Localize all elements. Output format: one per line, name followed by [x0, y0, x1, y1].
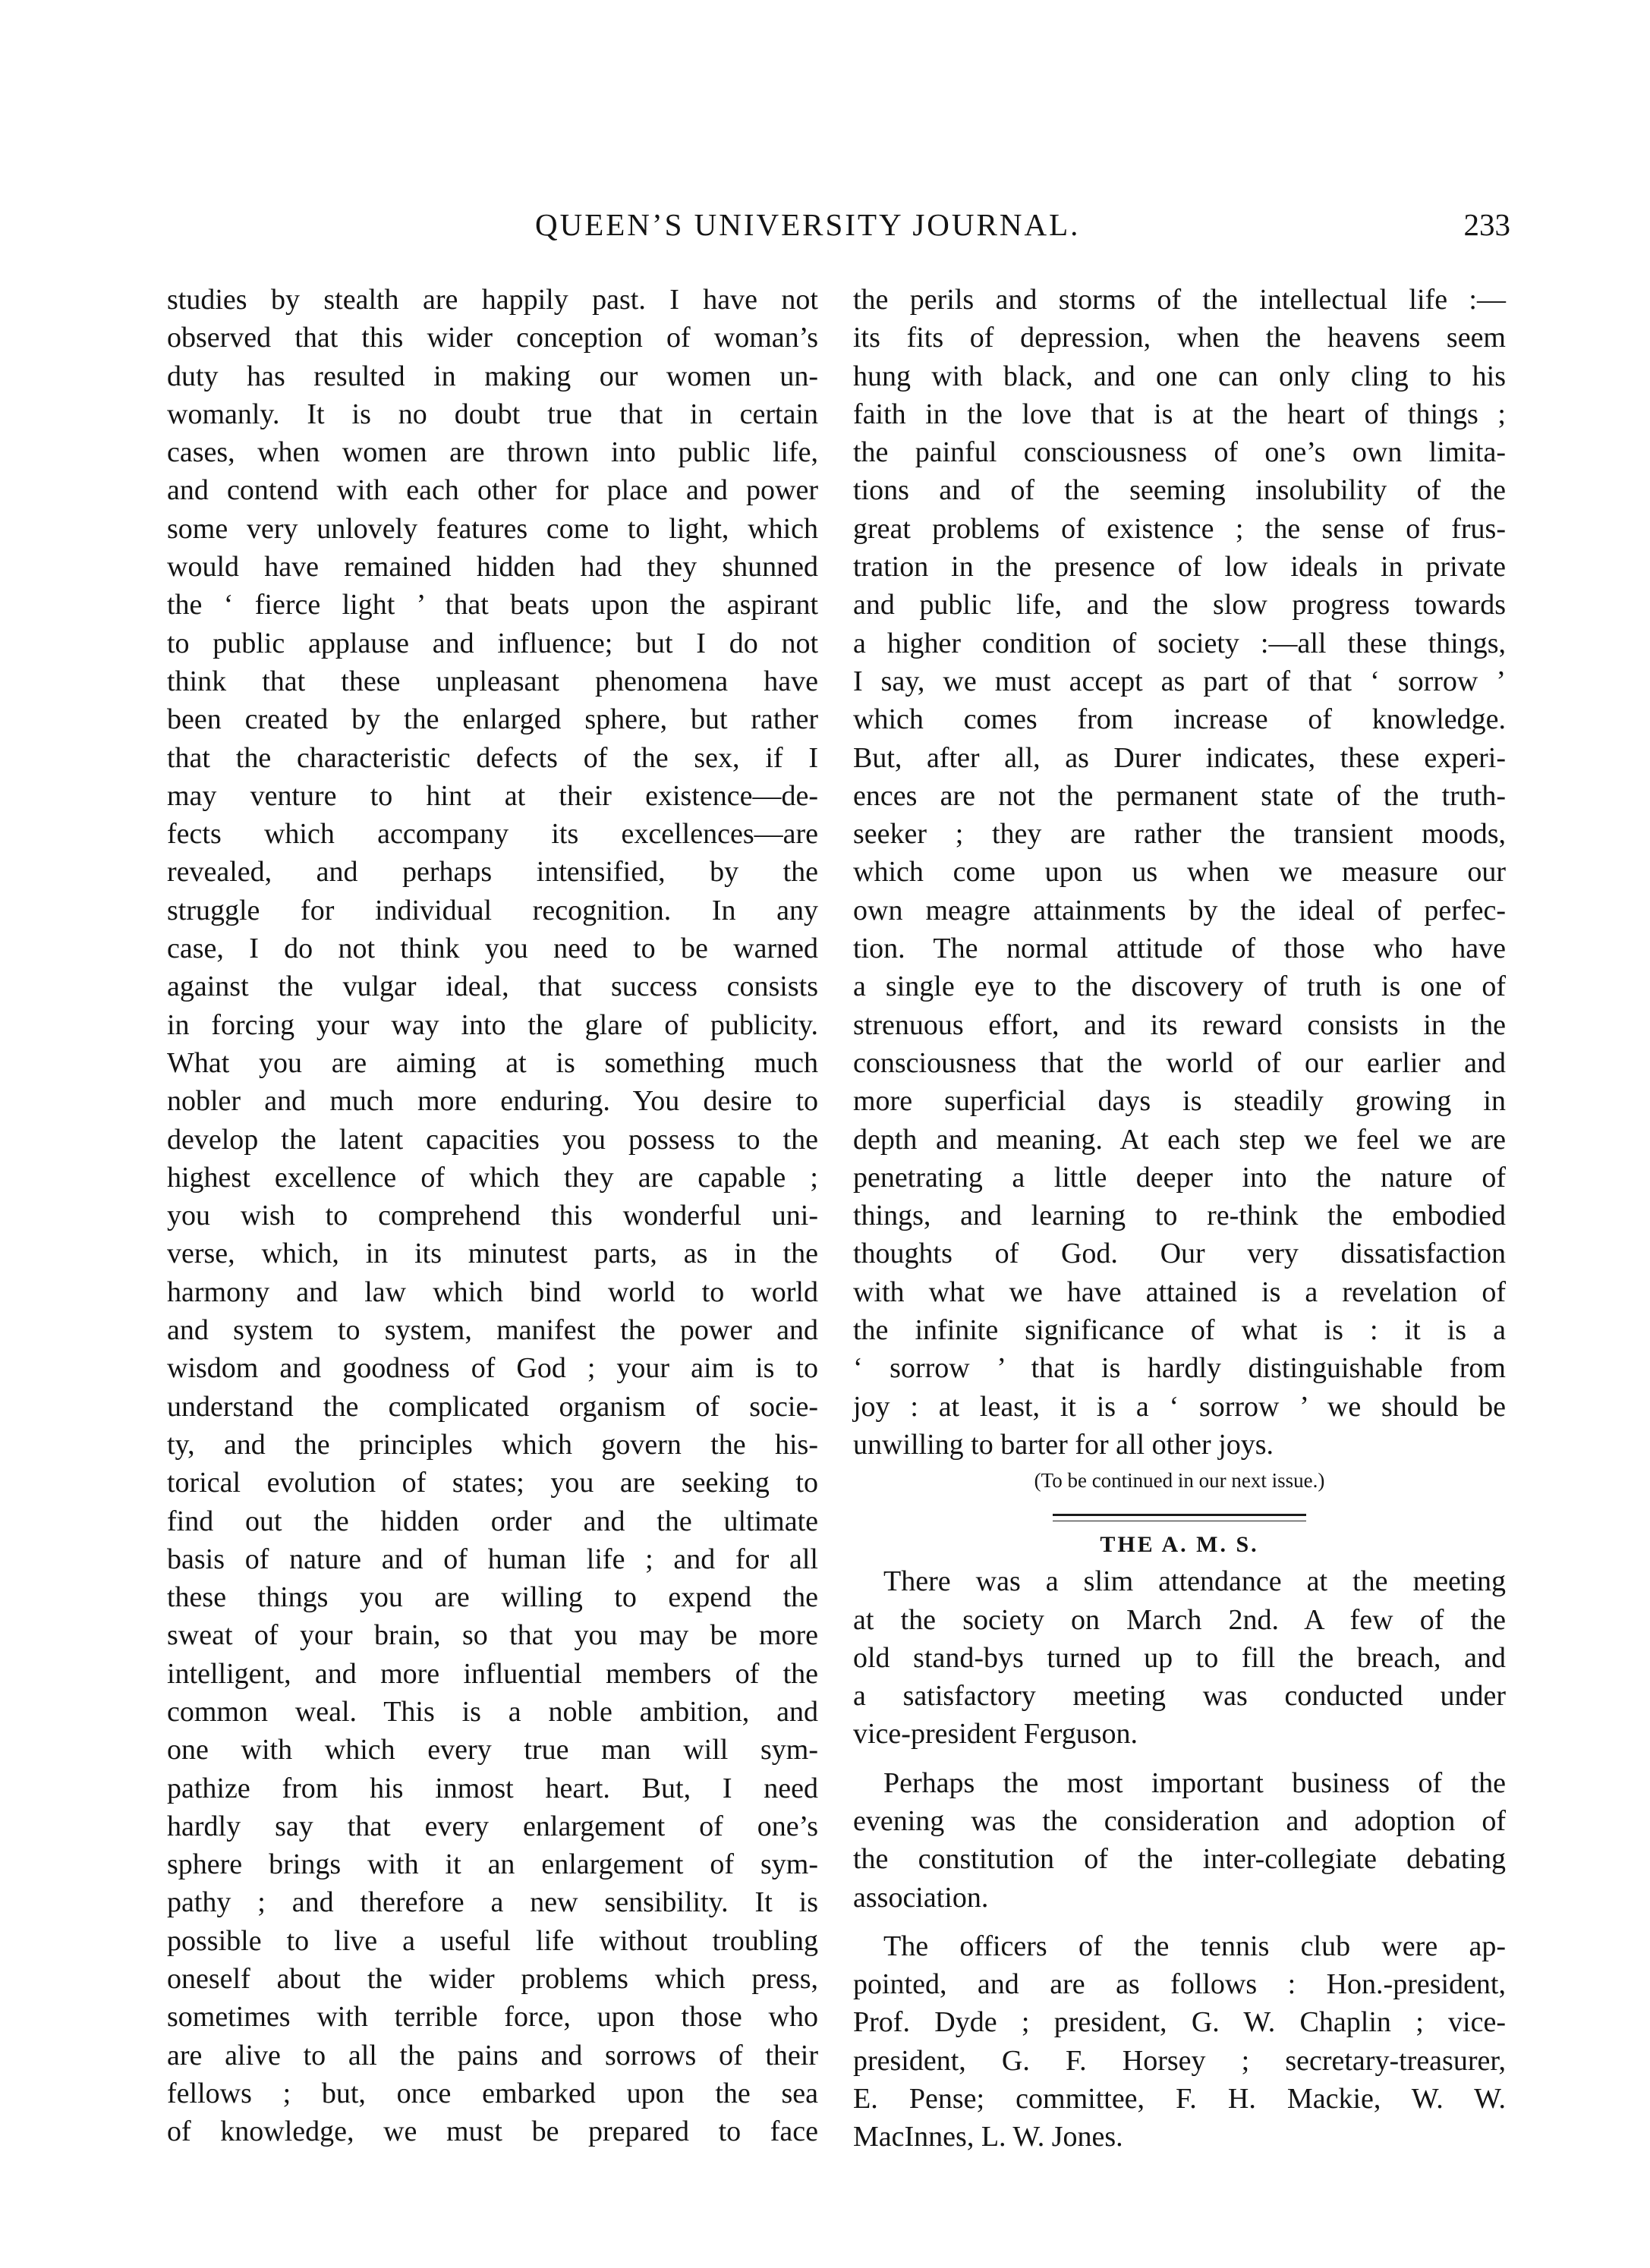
- text-line: case, I do not think you need to be warned: [167, 933, 818, 965]
- text-line: highest excellence of which they are capable ;: [167, 1161, 818, 1194]
- text-line: revealed, and perhaps intensified, by the: [167, 856, 818, 889]
- text-line: these things you are willing to expend the: [167, 1581, 818, 1614]
- text-line: which comes from increase of knowledge.: [853, 703, 1506, 736]
- page-number: 233: [1463, 207, 1510, 242]
- text-line: which come upon us when we measure our: [853, 856, 1506, 889]
- text-line: you wish to comprehend this wonderful uni-: [167, 1200, 818, 1232]
- text-line: the perils and storms of the intellectual life :—: [853, 284, 1506, 316]
- text-line: studies by stealth are happily past. I have not: [167, 284, 818, 316]
- text-line: vice-president Ferguson.: [853, 1718, 1138, 1751]
- text-line: strenuous effort, and its reward consists in the: [853, 1008, 1506, 1041]
- continued-note: (To be continued in our next issue.): [1034, 1469, 1325, 1493]
- text-line: some very unlovely features come to light, which: [167, 512, 818, 545]
- paragraph: [853, 1927, 1506, 2156]
- text-line: fects which accompany its excellences—are: [167, 818, 818, 851]
- text-line: duty has resulted in making our women un-: [167, 360, 818, 392]
- text-line: understand the complicated organism of socie-: [167, 1390, 818, 1423]
- paragraph: [853, 1764, 1506, 1917]
- text-line: to public applause and influence; but I do not: [167, 627, 818, 659]
- text-line: womanly. It is no doubt true that in certain: [167, 398, 818, 430]
- essay-continuation: [853, 281, 1506, 1464]
- text-line: Prof. Dyde ; president, G. W. Chaplin ; vice-: [853, 2006, 1506, 2039]
- text-line: that the characteristic defects of the sex, if I: [167, 741, 818, 774]
- text-line: cases, when women are thrown into public life,: [167, 436, 818, 469]
- text-line: penetrating a little deeper into the nature of: [853, 1161, 1506, 1194]
- paragraph-gap: [853, 1917, 1506, 1927]
- text-line: pathize from his inmost heart. But, I need: [167, 1772, 818, 1804]
- text-line: old stand-bys turned up to fill the breach, and: [853, 1641, 1506, 1674]
- text-line: association.: [853, 1881, 989, 1914]
- paragraph-gap: [853, 1754, 1506, 1764]
- text-line: in forcing your way into the glare of publicity.: [167, 1008, 818, 1041]
- text-line: sometimes with terrible force, upon those who: [167, 2001, 818, 2034]
- text-line: great problems of existence ; the sense of frus-: [853, 512, 1506, 545]
- text-line: and contend with each other for place and power: [167, 474, 818, 507]
- text-line: a higher condition of society :—all these things,: [853, 627, 1506, 659]
- text-line: own meagre attainments by the ideal of perfec-: [853, 894, 1506, 926]
- text-line: its fits of depression, when the heavens seem: [853, 322, 1506, 354]
- text-line: torical evolution of states; you are seeking to: [167, 1467, 818, 1499]
- text-line: think that these unpleasant phenomena have: [167, 665, 818, 697]
- text-line: tion. The normal attitude of those who have: [853, 933, 1506, 965]
- text-line: one with which every true man will sym-: [167, 1734, 818, 1766]
- journal-title: QUEEN’S UNIVERSITY JOURNAL.: [535, 207, 1081, 242]
- text-line: of knowledge, we must be prepared to face: [167, 2115, 818, 2148]
- text-line: E. Pense; committee, F. H. Mackie, W. W.: [853, 2083, 1506, 2115]
- text-line: wisdom and goodness of God ; your aim is to: [167, 1352, 818, 1385]
- text-line: consciousness that the world of our earlier and: [853, 1046, 1506, 1079]
- text-line: ‘ sorrow ’ that is hardly distinguishable from: [853, 1352, 1506, 1385]
- text-line: are alive to all the pains and sorrows of their: [167, 2039, 818, 2071]
- ams-report: [853, 1562, 1506, 2156]
- text-line: pathy ; and therefore a new sensibility. It is: [167, 1886, 818, 1919]
- text-line: may venture to hint at their existence—de-: [167, 779, 818, 812]
- text-line: develop the latent capacities you possess to the: [167, 1123, 818, 1156]
- text-line: the painful consciousness of one’s own limita-: [853, 436, 1506, 469]
- text-line: tions and of the seeming insolubility of the: [853, 474, 1506, 507]
- text-line: But, after all, as Durer indicates, these experi-: [853, 741, 1506, 774]
- text-line: the constitution of the inter-collegiate debating: [853, 1843, 1506, 1876]
- running-head: [152, 206, 1510, 244]
- text-line: ty, and the principles which govern the his-: [167, 1428, 818, 1461]
- text-line: against the vulgar ideal, that success consists: [167, 970, 818, 1003]
- text-line: intelligent, and more influential members of the: [167, 1657, 818, 1690]
- section-title: THE A. M. S.: [1100, 1532, 1259, 1558]
- text-line: What you are aiming at is something much: [167, 1046, 818, 1079]
- text-line: evening was the consideration and adoption of: [853, 1804, 1506, 1837]
- text-line: the infinite significance of what is : it is a: [853, 1314, 1506, 1347]
- text-line: been created by the enlarged sphere, but rather: [167, 703, 818, 736]
- text-line: and system to system, manifest the power and: [167, 1314, 818, 1347]
- text-line: sweat of your brain, so that you may be more: [167, 1619, 818, 1652]
- text-line: hung with black, and one can only cling to his: [853, 360, 1506, 392]
- text-line: things, and learning to re-think the embodied: [853, 1200, 1506, 1232]
- text-line: verse, which, in its minutest parts, as in the: [167, 1238, 818, 1270]
- text-line: MacInnes, L. W. Jones.: [853, 2121, 1123, 2153]
- text-line: fellows ; but, once embarked upon the sea: [167, 2077, 818, 2109]
- text-line: find out the hidden order and the ultimate: [167, 1505, 818, 1537]
- text-line: ences are not the permanent state of the truth-: [853, 779, 1506, 812]
- text-line: with what we have attained is a revelation of: [853, 1276, 1506, 1308]
- text-line: unwilling to barter for all other joys.: [853, 1428, 1274, 1461]
- text-line: There was a slim attendance at the meeting: [883, 1565, 1506, 1598]
- text-line: joy : at least, it is a ‘ sorrow ’ we should be: [853, 1390, 1506, 1423]
- text-line: I say, we must accept as part of that ‘ sorrow ’: [853, 665, 1506, 697]
- text-line: faith in the love that is at the heart of things ;: [853, 398, 1506, 430]
- text-line: observed that this wider conception of woman’s: [167, 322, 818, 354]
- text-line: the ‘ fierce light ’ that beats upon the aspirant: [167, 589, 818, 621]
- left-column: [167, 281, 818, 2151]
- paragraph: [853, 1562, 1506, 1753]
- text-line: more superficial days is steadily growing in: [853, 1085, 1506, 1118]
- text-line: pointed, and are as follows : Hon.-president,: [853, 1968, 1506, 2001]
- text-line: basis of nature and of human life ; and for all: [167, 1543, 818, 1575]
- text-line: a satisfactory meeting was conducted under: [853, 1680, 1506, 1713]
- text-line: Perhaps the most important business of the: [883, 1766, 1506, 1799]
- text-line: harmony and law which bind world to world: [167, 1276, 818, 1308]
- text-line: thoughts of God. Our very dissatisfaction: [853, 1238, 1506, 1270]
- text-line: nobler and much more enduring. You desire to: [167, 1085, 818, 1118]
- text-line: seeker ; they are rather the transient moods,: [853, 818, 1506, 851]
- text-line: would have remained hidden had they shunned: [167, 551, 818, 584]
- text-line: a single eye to the discovery of truth is one of: [853, 970, 1506, 1003]
- text-line: possible to live a useful life without troubling: [167, 1924, 818, 1957]
- text-line: and public life, and the slow progress towards: [853, 589, 1506, 621]
- section-divider: [1053, 1514, 1306, 1521]
- text-line: sphere brings with it an enlargement of sym-: [167, 1848, 818, 1881]
- text-line: depth and meaning. At each step we feel we are: [853, 1123, 1506, 1156]
- text-line: common weal. This is a noble ambition, and: [167, 1695, 818, 1728]
- text-line: oneself about the wider problems which press,: [167, 1963, 818, 1996]
- text-line: president, G. F. Horsey ; secretary-treasurer,: [853, 2044, 1506, 2077]
- text-line: at the society on March 2nd. A few of the: [853, 1603, 1506, 1636]
- text-line: tration in the presence of low ideals in private: [853, 551, 1506, 584]
- right-column: [853, 281, 1506, 2156]
- text-line: The officers of the tennis club were ap-: [883, 1930, 1506, 1962]
- text-line: struggle for individual recognition. In any: [167, 894, 818, 926]
- text-line: hardly say that every enlargement of one’s: [167, 1810, 818, 1842]
